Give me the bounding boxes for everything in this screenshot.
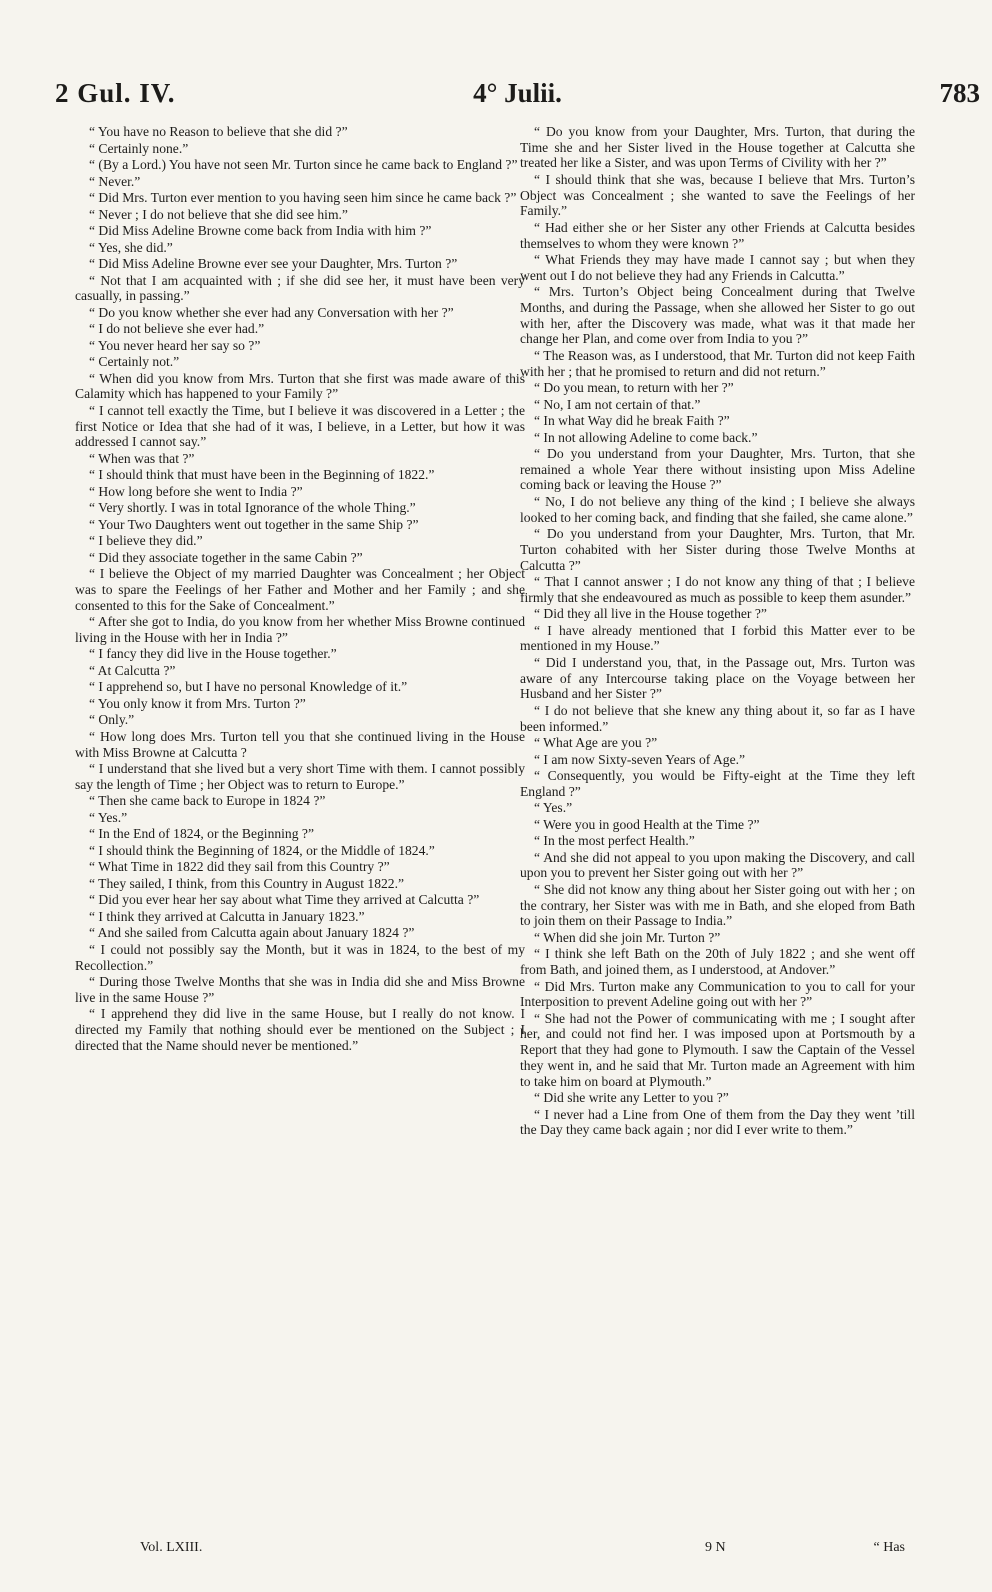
testimony-paragraph: “ How long before she went to India ?”	[89, 483, 303, 499]
right-column	[520, 124, 915, 1539]
testimony-paragraph: “ I should think the Beginning of 1824, or the Middle of 1824.”	[89, 842, 435, 858]
testimony-paragraph: “ Do you know whether she ever had any Conversation with her ?”	[89, 304, 454, 320]
testimony-paragraph: “ I should think that must have been in the Beginning of 1822.”	[89, 467, 435, 483]
testimony-paragraph: “ When did you know from Mrs. Turton that she first was made aware of this Calamity which has happened to your Family ?”	[75, 370, 525, 402]
testimony-paragraph: “ What Age are you ?”	[534, 735, 658, 751]
testimony-paragraph: “ Do you mean, to return with her ?”	[534, 380, 734, 396]
testimony-paragraph: “ Did Mrs. Turton ever mention to you having seen him since he came back ?”	[89, 190, 517, 205]
testimony-paragraph: “ In the End of 1824, or the Beginning ?”	[89, 826, 314, 842]
testimony-paragraph: “ I should think that she was, because I believe that Mrs. Turton’s Object was Concealment ; she wanted to save the Feelings of her Family.”	[520, 171, 915, 219]
testimony-paragraph: “ Consequently, you would be Fifty-eight at the Time they left England ?”	[520, 768, 915, 799]
page-footer	[55, 1540, 980, 1560]
testimony-paragraph: “ Never ; I do not believe that she did see him.”	[89, 206, 348, 222]
testimony-paragraph: “ She did not know any thing about her Sister going out with her ; on the contrary, her Sister was with me in Bath, and she eloped from Bath to join them on their Passage to India.”	[520, 881, 915, 929]
testimony-paragraph: “ I think she left Bath on the 20th of July 1822 ; and she went off from Bath, and joined them, as I understood, at Andover.”	[520, 946, 915, 978]
testimony-paragraph: “ When did she join Mr. Turton ?”	[534, 929, 721, 945]
catchword: “ Has	[873, 1540, 905, 1555]
testimony-paragraph: “ Had either she or her Sister any other Friends at Calcutta besides themselves to whom they were known ?”	[520, 219, 915, 251]
volume-label: Vol. LXIII.	[140, 1540, 203, 1555]
testimony-paragraph: “ I fancy they did live in the House together.”	[89, 646, 337, 662]
testimony-paragraph: “ In not allowing Adeline to come back.”	[534, 429, 758, 445]
testimony-paragraph: “ I am now Sixty-seven Years of Age.”	[534, 751, 746, 767]
testimony-paragraph: “ Did they associate together in the same Cabin ?”	[89, 549, 363, 565]
testimony-paragraph: “ Did Miss Adeline Browne come back from India with him ?”	[89, 223, 432, 238]
testimony-paragraph: “ After she got to India, do you know from her whether Miss Browne continued living in the House with her in India ?”	[75, 614, 525, 645]
testimony-paragraph: “ They sailed, I think, from this Country in August 1822.”	[89, 875, 405, 891]
testimony-paragraph: “ And she sailed from Calcutta again about January 1824 ?”	[89, 925, 415, 941]
testimony-paragraph: “ Yes, she did.”	[89, 239, 173, 255]
testimony-paragraph: “ I believe the Object of my married Daughter was Concealment ; her Object was to spare the Feelings of her Father and Mother and her Family ; and she consented to this for the Sake of Concealment.”	[75, 566, 525, 613]
testimony-paragraph: “ How long does Mrs. Turton tell you that she continued living in the House with Miss Browne at Calcutta ?	[75, 728, 525, 760]
testimony-paragraph: “ What Friends they may have made I cannot say ; but when they went out I do not believe they had any Friends in Calcutta.”	[520, 252, 915, 283]
testimony-paragraph: “ Do you know from your Daughter, Mrs. Turton, that during the Time she and her Sister lived in the House together at Calcutta she treated her like a Sister, and was upon Terms of Civility with her ?”	[520, 124, 915, 171]
testimony-paragraph: “ Mrs. Turton’s Object being Concealment during that Twelve Months, and during the Passage, when she allowed her Sister to go out with her, after the Discovery was made, what was it that made her change her Plan, and come over from India to you ?”	[520, 284, 915, 347]
testimony-paragraph: “ I never had a Line from One of them from the Day they went ’till the Day they came back again ; nor did I ever write to them.”	[520, 1106, 915, 1138]
testimony-paragraph: “ Very shortly. I was in total Ignorance of the whole Thing.”	[89, 500, 416, 516]
testimony-paragraph: “ Do you understand from your Daughter, Mrs. Turton, that Mr. Turton cohabited with her Sister during those Twelve Months at Calcutta ?”	[520, 526, 915, 573]
testimony-paragraph: “ Do you understand from your Daughter, Mrs. Turton, that she remained a whole Year there without insisting upon Miss Adeline coming back or leaving the House ?”	[520, 446, 915, 493]
testimony-paragraph: “ What Time in 1822 did they sail from this Country ?”	[89, 859, 390, 875]
testimony-paragraph: “ (By a Lord.) You have not seen Mr. Turton since he came back to England ?”	[89, 157, 518, 172]
testimony-paragraph: “ I understand that she lived but a very short Time with them. I cannot possibly say the length of Time ; her Object was to return to Europe.”	[75, 761, 525, 792]
regnal-year: 2 Gul. IV.	[55, 78, 176, 108]
testimony-paragraph: “ When was that ?”	[89, 450, 195, 466]
testimony-paragraph: “ Were you in good Health at the Time ?”	[534, 816, 760, 832]
page-date: 4° Julii.	[473, 78, 562, 108]
testimony-paragraph: “ Did Miss Adeline Browne ever see your Daughter, Mrs. Turton ?”	[89, 256, 458, 271]
testimony-paragraph: “ That I cannot answer ; I do not know any thing of that ; I believe firmly that she endeavoured as much as possible to keep them asunder.”	[520, 574, 915, 605]
testimony-paragraph: “ Did I understand you, that, in the Passage out, Mrs. Turton was aware of any Intercourse taking place on the Voyage between her Husband and her Sister ?”	[520, 654, 915, 702]
testimony-paragraph: “ Did Mrs. Turton make any Communication to you to call for your Interposition to prevent Adeline going out with her ?”	[520, 978, 915, 1010]
testimony-paragraph: “ Did they all live in the House together ?”	[534, 606, 767, 622]
testimony-paragraph: “ Did you ever hear her say about what Time they arrived at Calcutta ?”	[89, 892, 480, 908]
page-header	[55, 78, 980, 118]
testimony-paragraph: “ Not that I am acquainted with ; if she did see her, it must have been very casually, in passing.”	[75, 272, 525, 304]
testimony-paragraph: “ Certainly not.”	[89, 354, 180, 370]
testimony-paragraph: “ Your Two Daughters went out together in the same Ship ?”	[89, 516, 419, 532]
testimony-paragraph: “ Then she came back to Europe in 1824 ?”	[89, 793, 326, 809]
testimony-paragraph: “ I do not believe she ever had.”	[89, 321, 265, 337]
testimony-paragraph: “ You never heard her say so ?”	[89, 337, 261, 353]
testimony-paragraph: “ And she did not appeal to you upon making the Discovery, and call upon you to prevent her Sister going out with her ?”	[520, 849, 915, 881]
testimony-paragraph: “ I believe they did.”	[89, 533, 203, 549]
testimony-paragraph: “ Certainly none.”	[89, 140, 189, 156]
testimony-paragraph: “ Yes.”	[534, 800, 573, 816]
testimony-paragraph: “ I apprehend so, but I have no personal Knowledge of it.”	[89, 679, 408, 695]
testimony-paragraph: “ At Calcutta ?”	[89, 662, 176, 678]
testimony-paragraph: “ You only know it from Mrs. Turton ?”	[89, 695, 306, 711]
testimony-paragraph: “ I do not believe that she knew any thing about it, so far as I have been informed.”	[520, 702, 915, 734]
testimony-paragraph: “ I have already mentioned that I forbid this Matter ever to be mentioned in my House.”	[520, 622, 915, 654]
testimony-paragraph: “ You have no Reason to believe that she did ?”	[89, 124, 348, 139]
testimony-paragraph: “ Yes.”	[89, 809, 128, 825]
testimony-paragraph: “ Never.”	[89, 173, 141, 189]
testimony-paragraph: “ The Reason was, as I understood, that Mr. Turton did not keep Faith with her ; that he promised to return and did not return.”	[520, 347, 915, 379]
testimony-paragraph: “ I apprehend they did live in the same House, but I really do not know. I directed my Family that nothing should ever be mentioned on the Subject ; I directed that the Name should never be mentioned.”	[75, 1006, 525, 1053]
testimony-paragraph: “ She had not the Power of communicating with me ; I sought after her, and could not find her. I was imposed upon at Portsmouth by a Report that they had gone to Plymouth. I saw the Captain of the Vessel they went in, and he said that Mr. Turton made an Agreement with him to take him on board at Plymouth.”	[520, 1010, 915, 1089]
testimony-paragraph: “ I cannot tell exactly the Time, but I believe it was discovered in a Letter ; the first Notice or Idea that she had of it was, I believe, in a Letter, but how it was addressed I cannot say.”	[75, 402, 525, 450]
testimony-paragraph: “ In the most perfect Health.”	[534, 833, 695, 849]
testimony-paragraph: “ In what Way did he break Faith ?”	[534, 413, 730, 429]
page-number: 783	[939, 78, 980, 108]
testimony-paragraph: “ I could not possibly say the Month, but it was in 1824, to the best of my Recollection.”	[75, 941, 525, 973]
testimony-paragraph: “ I think they arrived at Calcutta in January 1823.”	[89, 908, 365, 924]
testimony-paragraph: “ No, I am not certain of that.”	[534, 396, 701, 412]
signature-mark: 9 N	[705, 1540, 726, 1555]
testimony-paragraph: “ During those Twelve Months that she was in India did she and Miss Browne live in the same House ?”	[75, 974, 525, 1005]
testimony-paragraph: “ No, I do not believe any thing of the kind ; I believe she always looked to her coming back, and finding that she failed, she came alone.”	[520, 493, 915, 525]
testimony-paragraph: “ Did she write any Letter to you ?”	[534, 1090, 729, 1106]
testimony-paragraph: “ Only.”	[89, 712, 135, 728]
left-column	[75, 124, 525, 1539]
